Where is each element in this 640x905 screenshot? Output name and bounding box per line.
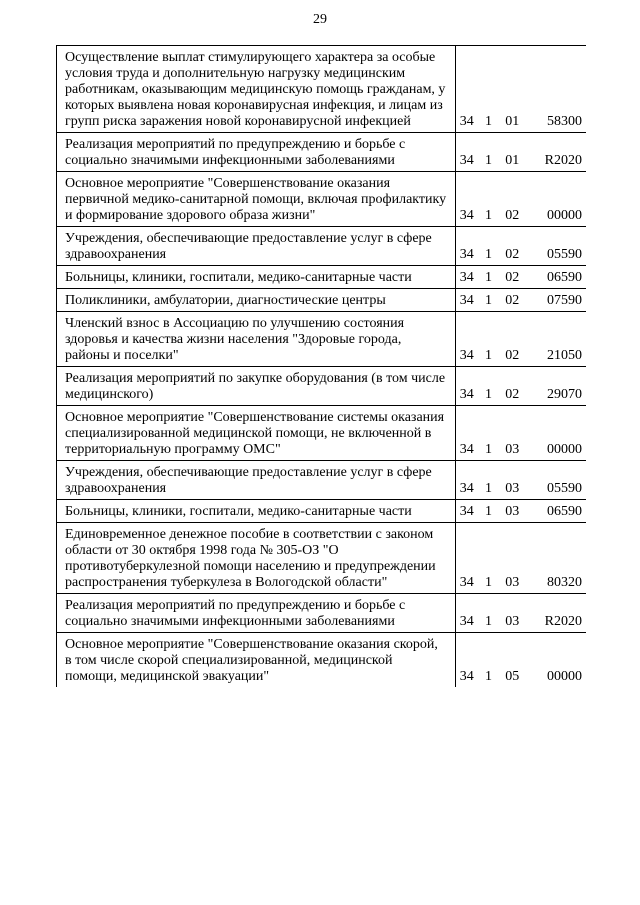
code-program: 34 [455,633,485,688]
code-activity: 02 [505,312,541,367]
table-row [57,500,587,523]
code-direction: 80320 [542,523,586,594]
code-direction: 06590 [542,500,586,523]
code-direction: 00000 [542,406,586,461]
table-row [57,266,587,289]
code-program: 34 [455,172,485,227]
row-description: Единовременное денежное пособие в соответствии с законом области от 30 октября 1998 года № 305-ОЗ "О противотуберкулезной помощи населению и предупреждении распространения туберкулеза в Вологодской области" [57,523,456,594]
row-description: Осуществление выплат стимулирующего характера за особые условия труда и дополнительную нагрузку медицинским работникам, оказывающим медицинскую помощь гражданам, у которых выявлена новая коронавирусная инфекция, и лицам из групп риска заражения новой коронавирусной инфекцией [57,46,456,133]
code-direction: 07590 [542,289,586,312]
row-description: Учреждения, обеспечивающие предоставление услуг в сфере здравоохранения [57,227,456,266]
code-program: 34 [455,227,485,266]
code-direction: 00000 [542,633,586,688]
code-program: 34 [455,46,485,133]
code-direction: 29070 [542,367,586,406]
code-activity: 05 [505,633,541,688]
code-subprogram: 1 [485,46,505,133]
code-activity: 01 [505,46,541,133]
code-subprogram: 1 [485,461,505,500]
code-subprogram: 1 [485,266,505,289]
row-description: Реализация мероприятий по предупреждению и борьбе с социально значимыми инфекционными заболеваниями [57,594,456,633]
row-description: Больницы, клиники, госпитали, медико-санитарные части [57,500,456,523]
table-row [57,594,587,633]
table-row [57,633,587,688]
code-activity: 01 [505,133,541,172]
code-direction: 06590 [542,266,586,289]
code-direction: 05590 [542,461,586,500]
code-program: 34 [455,406,485,461]
code-program: 34 [455,367,485,406]
code-activity: 02 [505,227,541,266]
code-activity: 03 [505,461,541,500]
row-description: Реализация мероприятий по предупреждению и борьбе с социально значимыми инфекционными заболеваниями [57,133,456,172]
table-row [57,172,587,227]
code-subprogram: 1 [485,133,505,172]
code-direction: R2020 [542,594,586,633]
code-subprogram: 1 [485,367,505,406]
row-description: Поликлиники, амбулатории, диагностические центры [57,289,456,312]
code-activity: 03 [505,523,541,594]
row-description: Основное мероприятие "Совершенствование оказания скорой, в том числе скорой специализированной, медицинской помощи, медицинской эвакуации" [57,633,456,688]
table-row [57,312,587,367]
code-program: 34 [455,133,485,172]
code-program: 34 [455,523,485,594]
table-row [57,523,587,594]
table-row [57,461,587,500]
code-activity: 02 [505,266,541,289]
row-description: Реализация мероприятий по закупке оборудования (в том числе медицинского) [57,367,456,406]
code-subprogram: 1 [485,523,505,594]
code-activity: 03 [505,594,541,633]
budget-table [56,45,586,687]
code-activity: 02 [505,289,541,312]
code-program: 34 [455,594,485,633]
code-program: 34 [455,500,485,523]
code-subprogram: 1 [485,172,505,227]
code-direction: 05590 [542,227,586,266]
code-subprogram: 1 [485,227,505,266]
code-subprogram: 1 [485,500,505,523]
code-subprogram: 1 [485,633,505,688]
code-program: 34 [455,461,485,500]
row-description: Основное мероприятие "Совершенствование оказания первичной медико-санитарной помощи, включая профилактику и формирование здорового образа жизни" [57,172,456,227]
code-activity: 03 [505,500,541,523]
code-direction: 21050 [542,312,586,367]
row-description: Учреждения, обеспечивающие предоставление услуг в сфере здравоохранения [57,461,456,500]
table-row [57,289,587,312]
table-row [57,133,587,172]
row-description: Основное мероприятие "Совершенствование системы оказания специализированной медицинской помощи, не включенной в территориальную программу ОМС" [57,406,456,461]
page-number: 29 [313,12,327,27]
table-row [57,367,587,406]
code-program: 34 [455,289,485,312]
code-activity: 03 [505,406,541,461]
row-description: Больницы, клиники, госпитали, медико-санитарные части [57,266,456,289]
table-row [57,46,587,133]
code-subprogram: 1 [485,312,505,367]
code-activity: 02 [505,172,541,227]
row-description: Членский взнос в Ассоциацию по улучшению состояния здоровья и качества жизни населения "Здоровые города, районы и поселки" [57,312,456,367]
code-activity: 02 [505,367,541,406]
table-row [57,227,587,266]
code-direction: R2020 [542,133,586,172]
table-row [57,406,587,461]
code-subprogram: 1 [485,594,505,633]
code-program: 34 [455,266,485,289]
code-program: 34 [455,312,485,367]
code-subprogram: 1 [485,406,505,461]
code-direction: 00000 [542,172,586,227]
code-subprogram: 1 [485,289,505,312]
code-direction: 58300 [542,46,586,133]
